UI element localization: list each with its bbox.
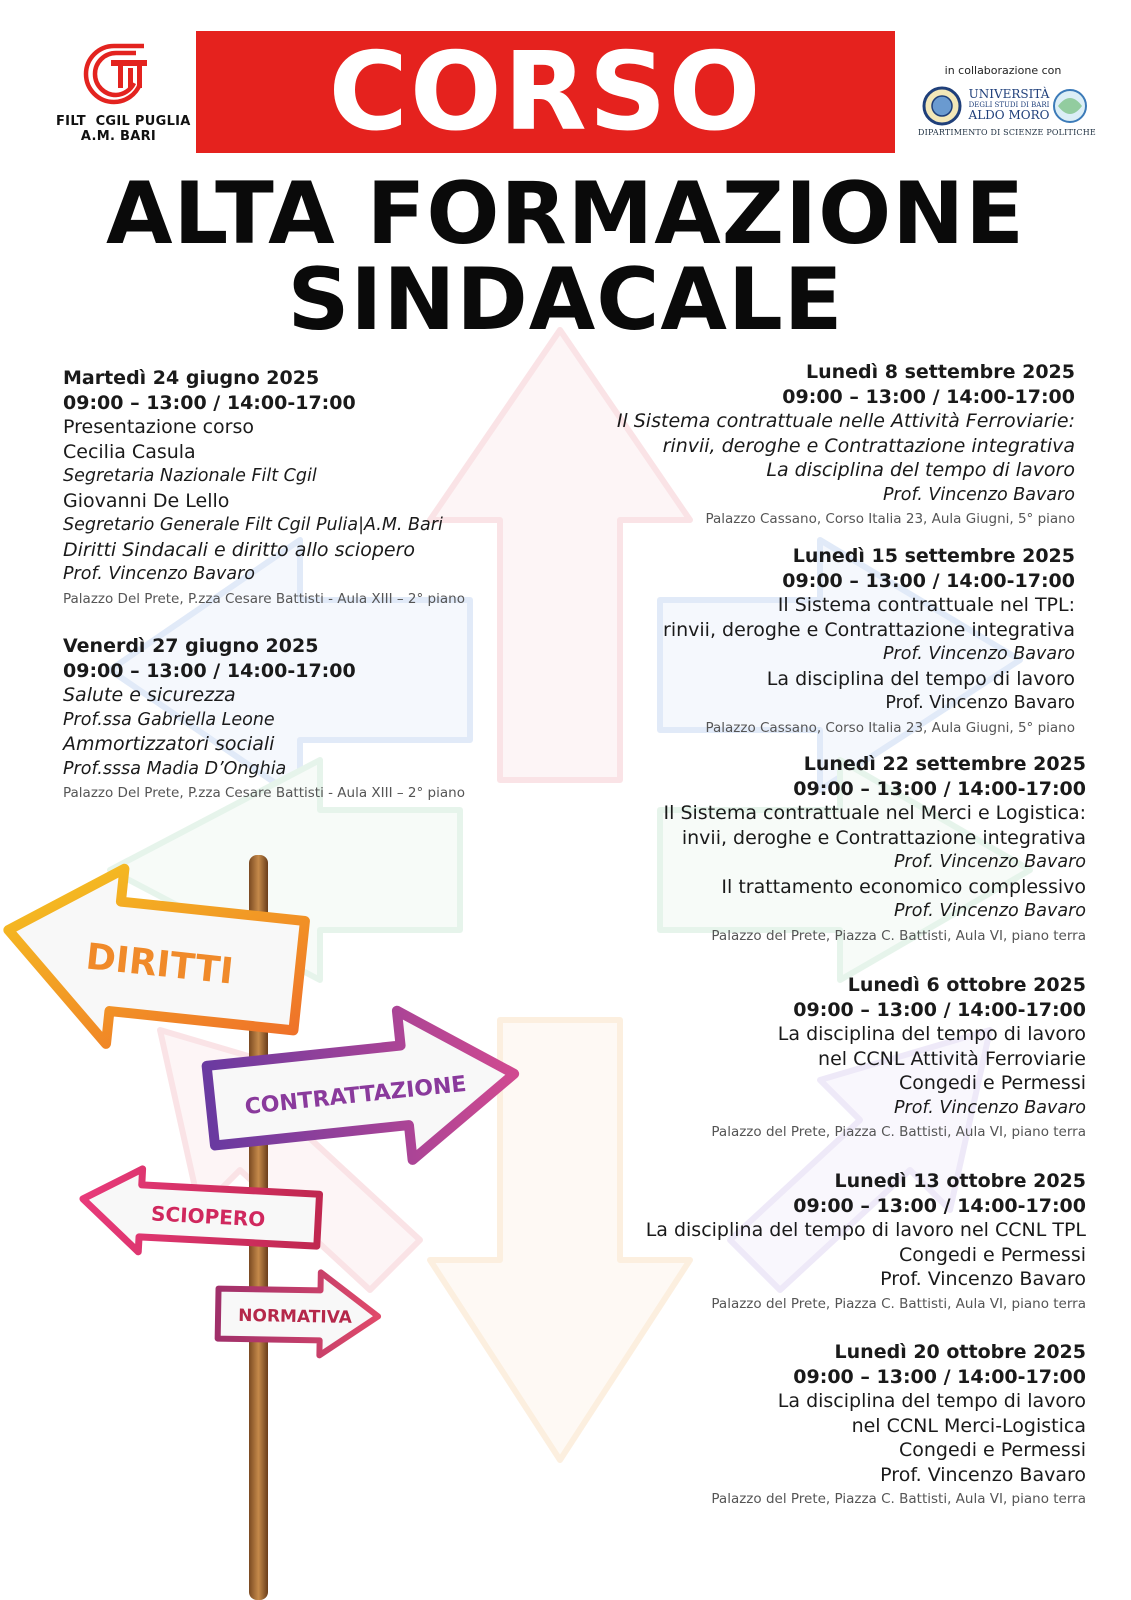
session-place: Palazzo del Prete, Piazza C. Battisti, Aula VI, piano terra: [711, 1491, 1086, 1507]
session-line: Congedi e Permessi: [898, 1439, 1086, 1461]
title-line1: ALTA FORMAZIONE: [105, 164, 1025, 264]
session-right-4: [711, 973, 1086, 1144]
session-line: Il Sistema contrattuale nel Merci e Logistica:: [663, 802, 1086, 824]
sign-sciopero-label: SCIOPERO: [150, 1201, 266, 1232]
session-left-1: [63, 366, 465, 611]
session-line: Giovanni De Lello: [63, 489, 230, 512]
sign-normativa: [217, 1271, 378, 1357]
session-line: Salute e sicurezza: [63, 684, 236, 706]
session-place: Palazzo del Prete, Piazza C. Battisti, Aula VI, piano terra: [711, 1124, 1086, 1140]
sign-normativa-label: NORMATIVA: [238, 1305, 353, 1328]
corso-banner: [196, 31, 895, 153]
session-time: 09:00 – 13:00 / 14:00-17:00: [782, 385, 1075, 408]
session-line: Prof. Vincenzo Bavaro: [893, 901, 1086, 921]
session-date: Lunedì 20 ottobre 2025: [834, 1341, 1086, 1363]
session-place: Palazzo Del Prete, P.zza Cesare Battisti - Aula XIII – 2° piano: [63, 590, 465, 607]
session-line: Prof. Vincenzo Bavaro: [882, 484, 1075, 505]
logo-line2: A.M. BARI: [80, 129, 157, 144]
session-line: Il trattamento economico complessivo: [721, 875, 1086, 898]
signpost-illustration: [0, 850, 540, 1600]
session-line: Prof.sssa Madia D’Onghia: [63, 758, 287, 779]
filt-cgil-logo: [56, 38, 191, 144]
session-line: Prof. Vincenzo Bavaro: [893, 1097, 1086, 1118]
session-time: 09:00 – 13:00 / 14:00-17:00: [63, 659, 356, 682]
session-line: Il Sistema contrattuale nelle Attività Ferroviarie:: [616, 410, 1075, 432]
session-place: Palazzo Cassano, Corso Italia 23, Aula Giugni, 5° piano: [705, 719, 1075, 736]
session-line: Cecilia Casula: [63, 440, 196, 463]
session-line: Prof. Vincenzo Bavaro: [882, 644, 1075, 664]
session-time: 09:00 – 13:00 / 14:00-17:00: [793, 1194, 1086, 1217]
session-date: Lunedì 13 ottobre 2025: [834, 1170, 1086, 1192]
sign-diritti-label: DIRITTI: [83, 936, 236, 993]
session-line: Prof. Vincenzo Bavaro: [63, 564, 256, 584]
session-place: Palazzo Del Prete, P.zza Cesare Battisti - Aula XIII – 2° piano: [63, 785, 465, 801]
filt-cgil-emblem-icon: [56, 38, 181, 110]
session-line: nel CCNL Merci-Logistica: [851, 1414, 1086, 1437]
uni-department: DIPARTIMENTO DI SCIENZE POLITICHE: [918, 128, 1096, 137]
session-line: Segretario Generale Filt Cgil Pulia|A.M. Bari: [63, 515, 443, 535]
session-line: rinvii, deroghe e Contrattazione integrativa: [663, 618, 1075, 641]
session-right-5: [646, 1169, 1086, 1316]
session-line: Diritti Sindacali e diritto allo sciopero: [63, 538, 416, 561]
logo-line1: FILT CGIL PUGLIA: [56, 114, 191, 129]
session-right-1: [617, 360, 1075, 531]
uni-line1: UNIVERSITÀ: [968, 87, 1050, 101]
session-line: Prof. Vincenzo Bavaro: [893, 852, 1086, 872]
session-place: Palazzo Cassano, Corso Italia 23, Aula Giugni, 5° piano: [705, 511, 1075, 527]
title-line2: SINDACALE: [287, 250, 844, 350]
sign-contrattazione-label: CONTRATTAZIONE: [243, 1071, 468, 1121]
sign-sciopero: [80, 1166, 320, 1261]
session-line: Il Sistema contrattuale nel TPL:: [777, 594, 1075, 616]
session-date: Lunedì 6 ottobre 2025: [847, 974, 1086, 996]
session-line: La disciplina del tempo di lavoro: [766, 459, 1075, 481]
uni-line2: DEGLI STUDI DI BARI: [968, 101, 1050, 109]
session-time: 09:00 – 13:00 / 14:00-17:00: [793, 998, 1086, 1021]
session-line: Presentazione corso: [63, 416, 254, 438]
session-right-3: [664, 752, 1086, 948]
collab-label: in collaborazione con: [944, 64, 1062, 77]
session-line: invii, deroghe e Contrattazione integrativa: [681, 826, 1086, 849]
session-right-2: [663, 544, 1075, 740]
session-time: 09:00 – 13:00 / 14:00-17:00: [63, 391, 356, 414]
banner-title: CORSO: [328, 29, 763, 155]
session-line: La disciplina del tempo di lavoro: [766, 667, 1075, 690]
session-place: Palazzo del Prete, Piazza C. Battisti, Aula VI, piano terra: [711, 1295, 1086, 1312]
uni-line3: ALDO MORO: [968, 108, 1050, 122]
session-line: Segretaria Nazionale Filt Cgil: [63, 466, 317, 486]
session-line: La disciplina del tempo di lavoro nel CCNL TPL: [645, 1219, 1086, 1241]
session-left-2: [63, 634, 465, 805]
session-line: Congedi e Permessi: [898, 1072, 1086, 1094]
session-date: Martedì 24 giugno 2025: [63, 367, 320, 389]
session-time: 09:00 – 13:00 / 14:00-17:00: [793, 777, 1086, 800]
session-line: nel CCNL Attività Ferroviarie: [818, 1047, 1086, 1070]
session-line: La disciplina del tempo di lavoro: [777, 1023, 1086, 1045]
session-line: La disciplina del tempo di lavoro: [777, 1390, 1086, 1412]
session-line: Congedi e Permessi: [898, 1243, 1086, 1266]
session-time: 09:00 – 13:00 / 14:00-17:00: [793, 1365, 1086, 1388]
session-date: Lunedì 22 settembre 2025: [803, 753, 1086, 775]
session-line: rinvii, deroghe e Contrattazione integrativa: [662, 434, 1075, 457]
session-date: Venerdì 27 giugno 2025: [63, 635, 319, 657]
session-line: Prof. Vincenzo Bavaro: [880, 1463, 1086, 1486]
session-place: Palazzo del Prete, Piazza C. Battisti, Aula VI, piano terra: [711, 927, 1086, 944]
session-time: 09:00 – 13:00 / 14:00-17:00: [782, 569, 1075, 592]
session-line: Ammortizzatori sociali: [63, 733, 275, 755]
session-right-6: [711, 1340, 1086, 1511]
session-line: Prof. Vincenzo Bavaro: [885, 693, 1075, 713]
session-line: Prof. Vincenzo Bavaro: [880, 1268, 1086, 1290]
session-date: Lunedì 15 settembre 2025: [792, 545, 1075, 567]
session-line: Prof.ssa Gabriella Leone: [63, 709, 275, 730]
session-date: Lunedì 8 settembre 2025: [805, 361, 1075, 383]
